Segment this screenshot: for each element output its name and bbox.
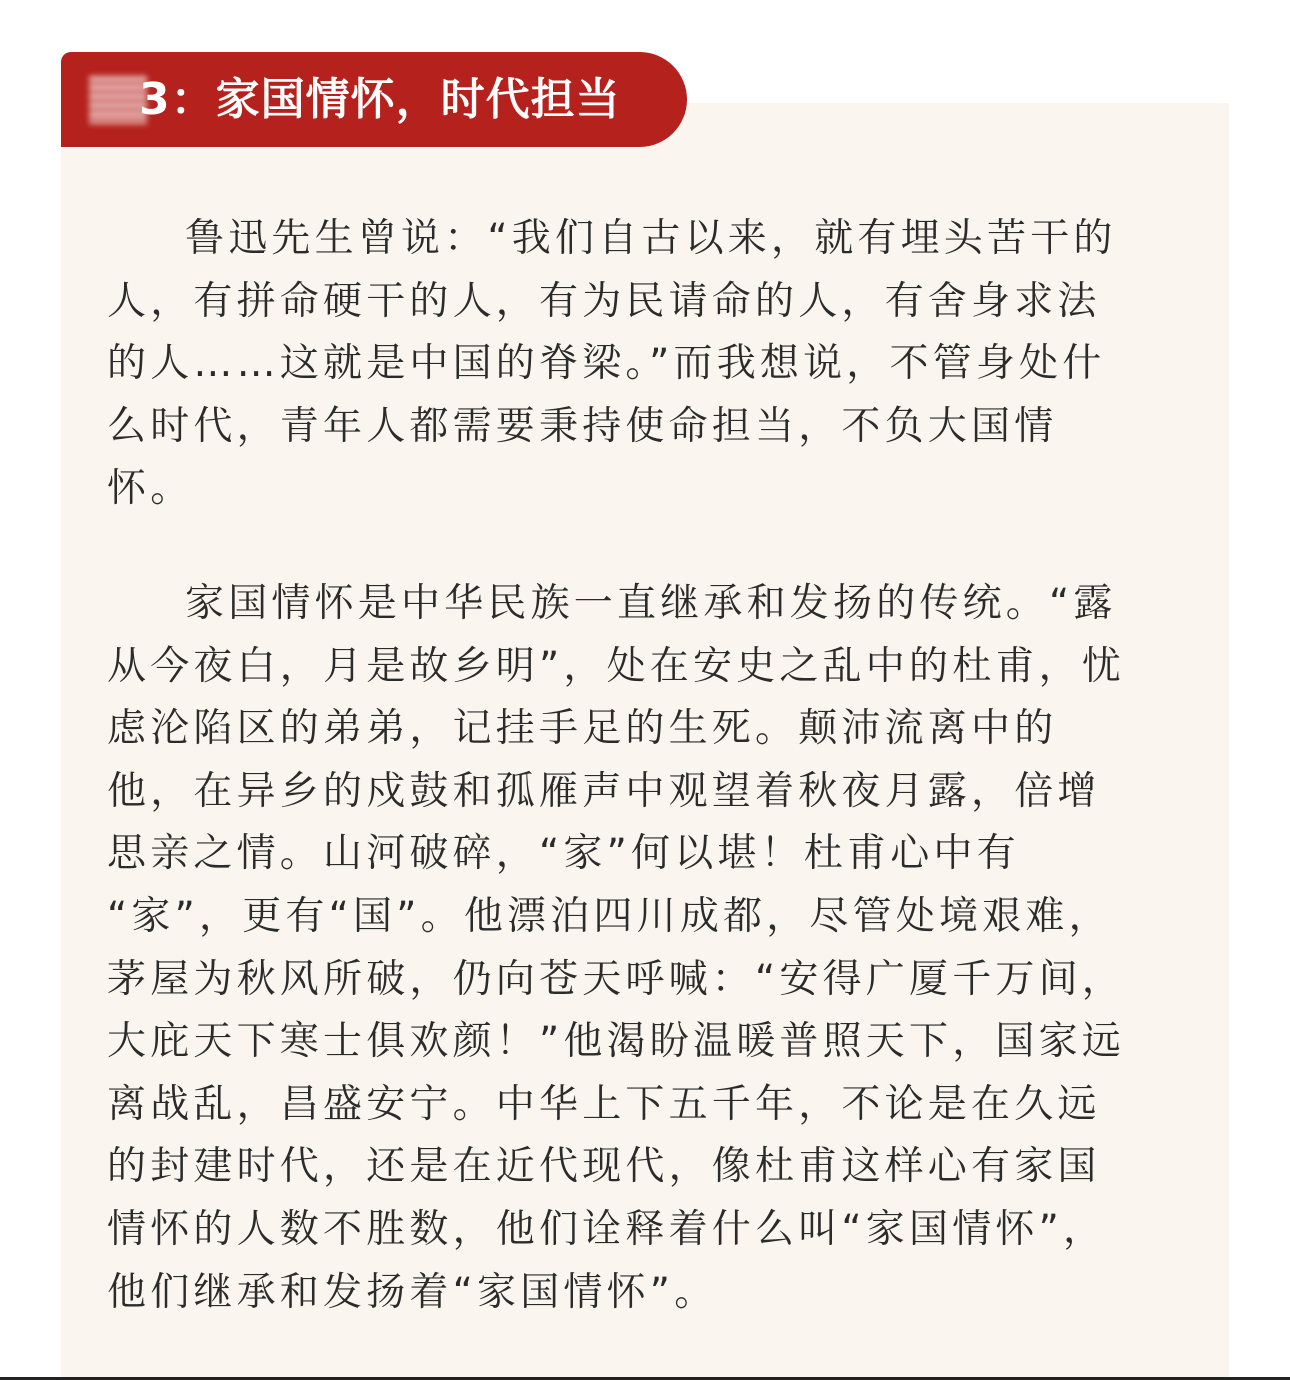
paragraph-line: 的封建时代，还是在近代现代，像杜甫这样心有家国 bbox=[107, 1144, 1101, 1190]
paragraph-line: 人，有拼命硬干的人，有为民请命的人，有舍身求法 bbox=[107, 278, 1101, 324]
paragraph-line: “家”，更有“国”。他漂泊四川成都，尽管处境艰难， bbox=[107, 893, 1112, 939]
paragraph-line: 他，在异乡的戍鼓和孤雁声中观望着秋夜月露，倍增 bbox=[107, 768, 1101, 814]
paragraph-line: 怀。 bbox=[107, 466, 194, 512]
paragraph-line: 他们继承和发扬着“家国情怀”。 bbox=[107, 1269, 718, 1315]
paragraph-line: 离战乱，昌盛安宁。中华上下五千年，不论是在久远 bbox=[107, 1081, 1101, 1127]
paragraph-line: 大庇天下寒士俱欢颜！”他渴盼温暖普照天下，国家远 bbox=[107, 1019, 1126, 1065]
paragraph-line: 茅屋为秋风所破，仍向苍天呼喊：“安得广厦千万间， bbox=[107, 956, 1126, 1002]
paragraph-line: 鲁迅先生曾说：“我们自古以来，就有埋头苦干的 bbox=[185, 216, 1117, 261]
article-body bbox=[107, 208, 1177, 1324]
paragraph-line: 么时代，青年人都需要秉持使命担当，不负大国情 bbox=[107, 403, 1058, 449]
section-title-banner bbox=[61, 52, 687, 147]
paragraph-1 bbox=[107, 208, 1177, 521]
paragraph-2 bbox=[107, 573, 1177, 1324]
paragraph-line: 从今夜白，月是故乡明”，处在安史之乱中的杜甫，忧 bbox=[107, 643, 1126, 689]
paragraph-line: 虑沦陷区的弟弟，记挂手足的生死。颠沛流离中的 bbox=[107, 706, 1058, 752]
paragraph-line: 的人……这就是中国的脊梁。”而我想说，不管身处什 bbox=[107, 341, 1106, 387]
paragraph-line: 家国情怀是中华民族一直继承和发扬的传统。“露 bbox=[185, 580, 1117, 626]
paragraph-line: 情怀的人数不胜数，他们诠释着什么叫“家国情怀”， bbox=[107, 1206, 1107, 1252]
section-title: 3：家国情怀，时代担当 bbox=[139, 74, 621, 125]
paragraph-line: 思亲之情。山河破碎，“家”何以堪！杜甫心中有 bbox=[107, 831, 1020, 877]
